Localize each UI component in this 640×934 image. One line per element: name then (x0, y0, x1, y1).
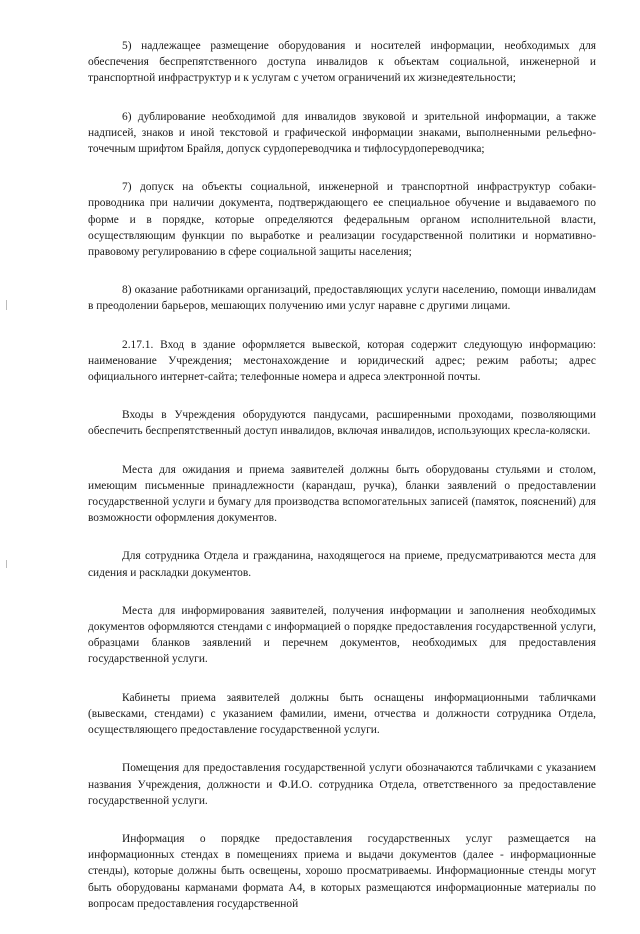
paragraph-information-places: Места для информирования заявителей, получения информации и заполнения необходимых документов оформляются стендами с информацией о порядке предоставления государственной услуги, образцами бланков заявлений и перечнем документов, необходимых для предоставления государственной услуги. (88, 604, 596, 666)
paragraph-seating: Для сотрудника Отдела и гражданина, находящегося на приеме, предусматриваются места для сидения и раскладки документов. (88, 550, 596, 579)
paragraph-waiting-places: Места для ожидания и приема заявителей должны быть оборудованы стульями и столом, имеющим письменные принадлежности (карандаш, ручка), бланки заявлений о предоставлении государственной услуги и бумагу для производства вспомогательных записей (памяток, пояснений) для возможности оформления документов. (88, 463, 596, 525)
paragraph-info-stands: Информация о порядке предоставления государственных услуг размещается на информационных стендах в помещениях приема и выдачи документов (далее - информационные стенды), которые должны быть освещены, хорошо просматриваемы. Информационные стенды могут быть оборудованы карманами формата А4, в которых размещаются информационные материалы по вопросам предоставления государственной (88, 832, 596, 910)
paragraph-item-8: 8) оказание работниками организаций, предоставляющих услуги населению, помощи инвалидам в преодолении барьеров, мешающих получению ими услуг наравне с другими лицами. (88, 284, 596, 313)
paragraph-entrances: Входы в Учреждения оборудуются пандусами, расширенными проходами, позволяющими обеспечить беспрепятственный доступ инвалидов, включая инвалидов, использующих кресла-коляски. (88, 409, 596, 438)
document-page (88, 38, 596, 934)
scan-margin-mark (6, 560, 7, 568)
paragraph-item-5: 5) надлежащее размещение оборудования и носителей информации, необходимых для обеспечения беспрепятственного доступа инвалидов к объектам социальной, инженерной и транспортной инфраструктур и к услугам с учетом ограничений их жизнедеятельности; (88, 40, 596, 85)
paragraph-premises-signs: Помещения для предоставления государственной услуги обозначаются табличками с указанием названия Учреждения, должности и Ф.И.О. сотрудника Отдела, ответственного за предоставление государственной услуги. (88, 762, 596, 807)
paragraph-item-7: 7) допуск на объекты социальной, инженерной и транспортной инфраструктур собаки-проводника при наличии документа, подтверждающего ее специальное обучение и выдаваемого по форме и в порядке, которые определяются федеральным органом исполнительной власти, осуществляющим функции по выработке и реализации государственной политики и нормативно-правовому регулированию в сфере социальной защиты населения; (88, 181, 596, 259)
paragraph-cabinets: Кабинеты приема заявителей должны быть оснащены информационными табличками (вывесками, стендами) с указанием фамилии, имени, отчества и должности сотрудника Отдела, осуществляющего предоставление государственной услуги. (88, 691, 596, 737)
scan-margin-mark (6, 300, 7, 310)
paragraph-2-17-1-entrance-sign: 2.17.1. Вход в здание оформляется вывеской, которая содержит следующую информацию: наименование Учреждения; местонахождение и юридический адрес; режим работы; адрес официального интернет-сайта; телефонные номера и адреса электронной почты. (88, 338, 596, 384)
paragraph-item-6: 6) дублирование необходимой для инвалидов звуковой и зрительной информации, а также надписей, знаков и иной текстовой и графической информации знаками, выполненными рельефно-точечным шрифтом Брайля, допуск сурдопереводчика и тифлосурдопереводчика; (88, 110, 596, 156)
